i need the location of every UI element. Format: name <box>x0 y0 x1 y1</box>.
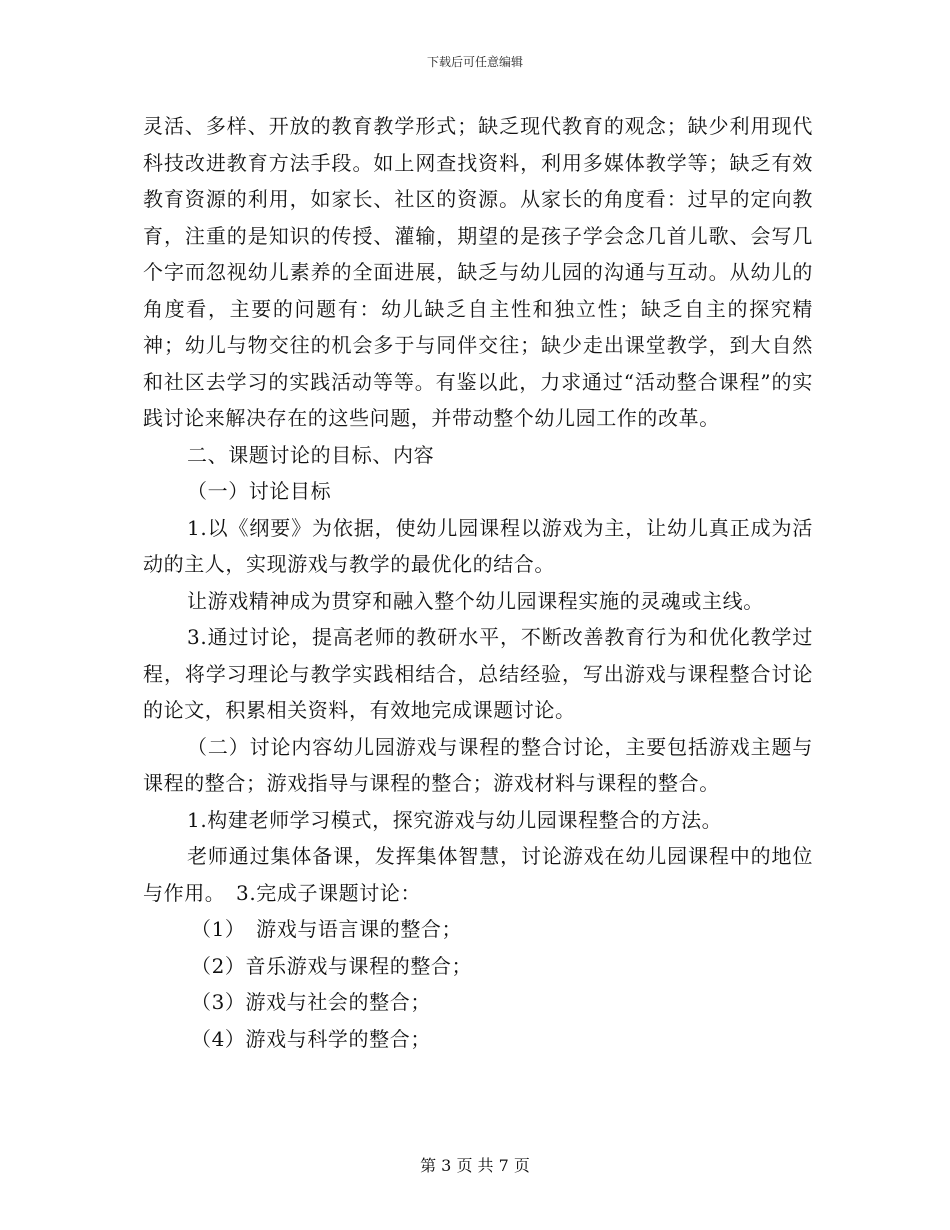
subsection-heading-goals: （一）讨论目标 <box>187 479 332 503</box>
paragraph-goal-1: 1.以《纲要》为依据，使幼儿园课程以游戏为主，让幼儿真正成为活动的主人，实现游戏与教学的最优化的结合。 <box>143 515 813 576</box>
paragraph-goal-3: 3.通过讨论，提高老师的教研水平，不断改善教育行为和优化教学过程，将学习理论与教学实践相结合，总结经验，写出游戏与课程整合讨论的论文，积累相关资料，有效地完成课题讨论。 <box>143 625 813 722</box>
paragraph-problems: 灵活、多样、开放的教育教学形式；缺乏现代教育的观念；缺少利用现代科技改进教育方法手段。如上网查找资料，利用多媒体教学等；缺乏有效教育资源的利用，如家长、社区的资源。从家长的角度看：过早的定向教育，注重的是知识的传授、灌输，期望的是孩子学会念几首儿歌、会写几个字而忽视幼儿素养的全面进展，缺乏与幼儿园的沟通与互动。从幼儿的角度看，主要的问题有：幼儿缺乏自主性和独立性；缺乏自主的探究精神；幼儿与物交往的机会多于与同伴交往；缺少走出课堂教学，到大自然和社区去学习的实践活动等等。有鉴以此，力求通过“活动整合课程”的实践讨论来解决存在的这些问题，并带动整个幼儿园工作的改革。 <box>143 114 813 430</box>
list-item-subtopic-2: （2）音乐游戏与课程的整合； <box>191 953 473 978</box>
section-heading-goals-content: 二、课题讨论的目标、内容 <box>187 442 435 467</box>
paragraph-content-2: 老师通过集体备课，发挥集体智慧，讨论游戏在幼儿园课程中的地位与作用。 3.完成子课题讨论： <box>143 844 813 905</box>
paragraph-goal-2: 让游戏精神成为贯穿和融入整个幼儿园课程实施的灵魂或主线。 <box>187 588 764 613</box>
list-item-subtopic-4: （4）游戏与科学的整合； <box>191 1026 431 1051</box>
page-number: 第 3 页 共 7 页 <box>420 1156 530 1175</box>
list-item-subtopic-3: （3）游戏与社会的整合； <box>191 990 431 1014</box>
list-item-subtopic-1: （1） 游戏与语言课的整合； <box>191 917 463 941</box>
document-body <box>143 108 813 1057</box>
paragraph-content-1: 1.构建老师学习模式，探究游戏与幼儿园课程整合的方法。 <box>187 807 723 832</box>
page-header: 下载后可任意编辑 <box>426 55 523 69</box>
paragraph-content-overview: （二）讨论内容幼儿园游戏与课程的整合讨论，主要包括游戏主题与课程的整合；游戏指导与课程的整合；游戏材料与课程的整合。 <box>143 734 813 795</box>
